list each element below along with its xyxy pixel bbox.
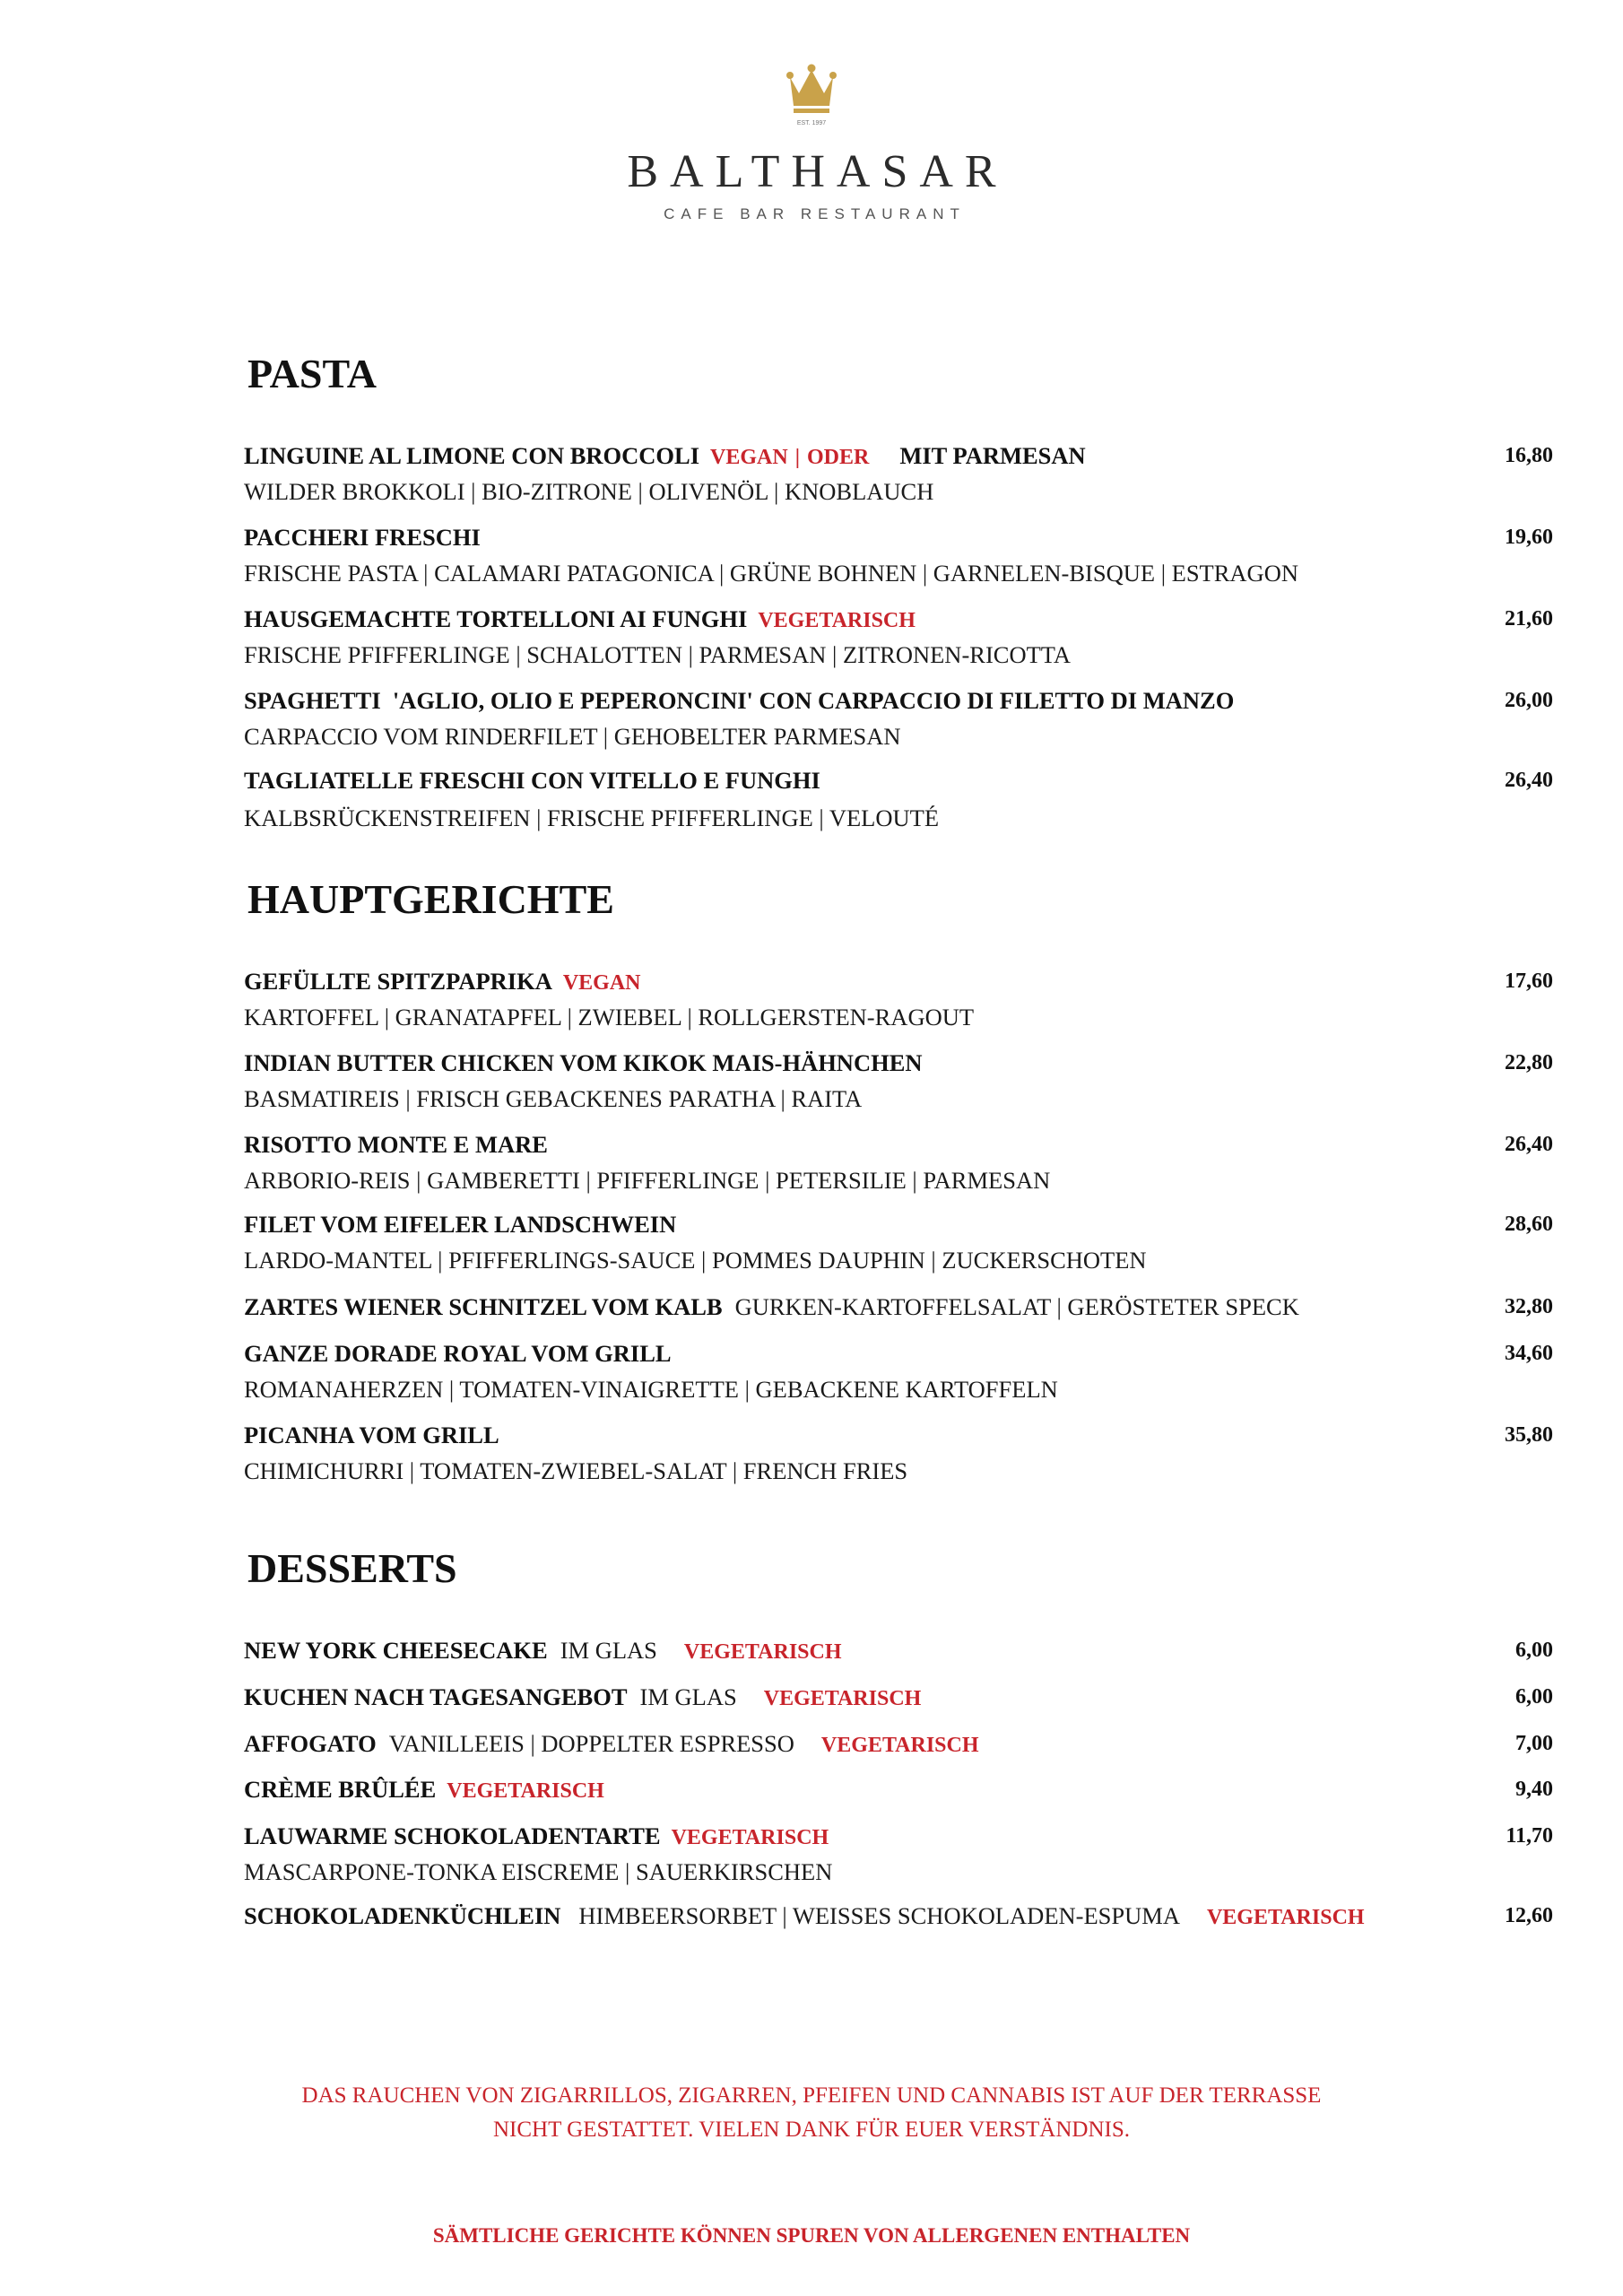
diet-tag: VEGETARISCH — [447, 1779, 604, 1803]
item-description: FRISCHE PFIFFERLINGE | SCHALOTTEN | PARMESAN | ZITRONEN-RICOTTA — [244, 641, 1071, 668]
item-name: CRÈME BRÛLÉE — [244, 1776, 437, 1803]
crown-logo-icon — [785, 63, 838, 129]
item-price: 28,60 — [1505, 1213, 1553, 1236]
diet-tag: VEGETARISCH — [671, 1826, 829, 1849]
item-name: SPAGHETTI 'AGLIO, OLIO E PEPERONCINI' CON CARPACCIO DI FILETTO DI MANZO — [244, 687, 1235, 714]
item-description: CHIMICHURRI | TOMATEN-ZWIEBEL-SALAT | FRENCH FRIES — [244, 1457, 908, 1484]
diet-tag: VEGAN — [562, 971, 641, 995]
smoking-notice — [0, 2079, 1623, 2147]
menu-item — [244, 1818, 1553, 1890]
item-extra: MIT PARMESAN — [899, 442, 1086, 469]
item-description: MASCARPONE-TONKA EISCREME | SAUERKIRSCHEN — [244, 1858, 833, 1885]
item-description: FRISCHE PASTA | CALAMARI PATAGONICA | GRÜNE BOHNEN | GARNELEN-BISQUE | ESTRAGON — [244, 560, 1298, 587]
menu-item — [244, 1126, 1553, 1198]
item-price: 22,80 — [1505, 1051, 1553, 1074]
section-title-desserts: DESSERTS — [247, 1545, 457, 1591]
menu-item — [244, 438, 1553, 509]
item-price: 11,70 — [1506, 1824, 1553, 1848]
item-price: 12,60 — [1505, 1904, 1553, 1927]
menu-item — [244, 1632, 1553, 1668]
diet-tag: VEGETARISCH — [758, 609, 916, 632]
menu-item — [244, 963, 1553, 1035]
item-name: FILET VOM EIFELER LANDSCHWEIN — [244, 1211, 677, 1238]
item-price: 26,00 — [1505, 689, 1553, 712]
item-price: 6,00 — [1515, 1685, 1553, 1709]
diet-tag: VEGETARISCH — [683, 1640, 842, 1664]
item-name: GEFÜLLTE SPITZPAPRIKA — [244, 968, 552, 995]
item-description: BASMATIREIS | FRISCH GEBACKENES PARATHA | RAITA — [244, 1085, 863, 1112]
item-description: WILDER BROKKOLI | BIO-ZITRONE | OLIVENÖL | KNOBLAUCH — [244, 478, 934, 505]
menu-item — [244, 1289, 1553, 1325]
item-price: 16,80 — [1505, 444, 1553, 467]
item-price: 7,00 — [1515, 1732, 1553, 1755]
item-price: 17,60 — [1505, 970, 1553, 993]
menu-item — [244, 1898, 1553, 1934]
tag-separator: | — [794, 446, 800, 469]
item-name: LINGUINE AL LIMONE CON BROCCOLI — [244, 442, 700, 469]
menu-item — [244, 762, 1553, 836]
item-name: PICANHA VOM GRILL — [244, 1422, 499, 1448]
allergen-notice: SÄMTLICHE GERICHTE KÖNNEN SPUREN VON ALLERGENEN ENTHALTEN — [432, 2224, 1191, 2247]
item-price: 26,40 — [1505, 1133, 1553, 1156]
item-name: PACCHERI FRESCHI — [244, 524, 481, 551]
item-extra: HIMBEERSORBET | WEISSES SCHOKOLADEN-ESPUMA — [578, 1902, 1180, 1929]
item-description: ARBORIO-REIS | GAMBERETTI | PFIFFERLINGE | PETERSILIE | PARMESAN — [244, 1167, 1051, 1194]
item-description: KARTOFFEL | GRANATAPFEL | ZWIEBEL | ROLLGERSTEN-RAGOUT — [244, 1004, 975, 1031]
item-name: INDIAN BUTTER CHICKEN VOM KIKOK MAIS-HÄHNCHEN — [244, 1049, 923, 1076]
item-description: ROMANAHERZEN | TOMATEN-VINAIGRETTE | GEBACKENE KARTOFFELN — [244, 1376, 1058, 1403]
item-price: 35,80 — [1505, 1423, 1553, 1447]
item-price: 26,40 — [1505, 769, 1553, 792]
item-name: KUCHEN NACH TAGESANGEBOT — [244, 1683, 628, 1710]
menu-item — [244, 601, 1553, 673]
section-title-hauptgerichte: HAUPTGERICHTE — [247, 876, 614, 922]
diet-tag: VEGAN — [710, 446, 788, 469]
item-price: 32,80 — [1505, 1295, 1553, 1318]
item-description: CARPACCIO VOM RINDERFILET | GEHOBELTER PARMESAN — [244, 723, 901, 750]
item-name: HAUSGEMACHTE TORTELLONI AI FUNGHI — [244, 605, 748, 632]
est-label: EST. 1997 — [796, 120, 827, 126]
item-name: ZARTES WIENER SCHNITZEL VOM KALB — [244, 1293, 723, 1320]
restaurant-header — [0, 63, 1623, 223]
item-name: SCHOKOLADENKÜCHLEIN — [244, 1902, 561, 1929]
diet-tag: ODER — [806, 446, 870, 469]
menu-item — [244, 1679, 1553, 1715]
item-description: LARDO-MANTEL | PFIFFERLINGS-SAUCE | POMMES DAUPHIN | ZUCKERSCHOTEN — [244, 1247, 1147, 1274]
brand-tagline: CAFE BAR RESTAURANT — [664, 205, 966, 222]
item-name: GANZE DORADE ROYAL VOM GRILL — [244, 1340, 672, 1367]
section-title-pasta: PASTA — [247, 351, 377, 396]
item-name: NEW YORK CHEESECAKE — [244, 1637, 548, 1664]
item-extra: GURKEN-KARTOFFELSALAT | GERÖSTETER SPECK — [734, 1293, 1299, 1320]
menu-item — [244, 1417, 1553, 1489]
menu-item — [244, 683, 1553, 754]
menu-item — [244, 1726, 1553, 1761]
item-price: 6,00 — [1515, 1639, 1553, 1662]
item-price: 9,40 — [1515, 1778, 1553, 1801]
item-name: LAUWARME SCHOKOLADENTARTE — [244, 1822, 661, 1849]
smoking-notice-line2: NICHT GESTATTET. VIELEN DANK FÜR EUER VERSTÄNDNIS. — [492, 2118, 1131, 2142]
diet-tag: VEGETARISCH — [763, 1687, 922, 1710]
item-price: 21,60 — [1505, 607, 1553, 631]
diet-tag: VEGETARISCH — [820, 1734, 979, 1757]
item-name: RISOTTO MONTE E MARE — [244, 1131, 548, 1158]
item-description: KALBSRÜCKENSTREIFEN | FRISCHE PFIFFERLINGE | VELOUTÉ — [244, 804, 940, 831]
diet-tag: VEGETARISCH — [1206, 1906, 1365, 1929]
item-price: 34,60 — [1505, 1342, 1553, 1365]
item-extra: IM GLAS — [560, 1637, 657, 1664]
menu-item — [244, 1045, 1553, 1117]
item-extra: VANILLEEIS | DOPPELTER ESPRESSO — [388, 1730, 794, 1757]
item-name: TAGLIATELLE FRESCHI CON VITELLO E FUNGHI — [244, 767, 820, 794]
menu-item — [244, 1206, 1553, 1278]
smoking-notice-line1: DAS RAUCHEN VON ZIGARRILLOS, ZIGARREN, PFEIFEN UND CANNABIS IST AUF DER TERRASSE — [301, 2083, 1322, 2108]
brand-name: BALTHASAR — [627, 146, 1008, 197]
item-price: 19,60 — [1505, 526, 1553, 549]
item-name: AFFOGATO — [244, 1730, 377, 1757]
menu-item — [244, 519, 1553, 591]
menu-item — [244, 1335, 1553, 1407]
item-extra: IM GLAS — [639, 1683, 737, 1710]
menu-item — [244, 1771, 1553, 1807]
